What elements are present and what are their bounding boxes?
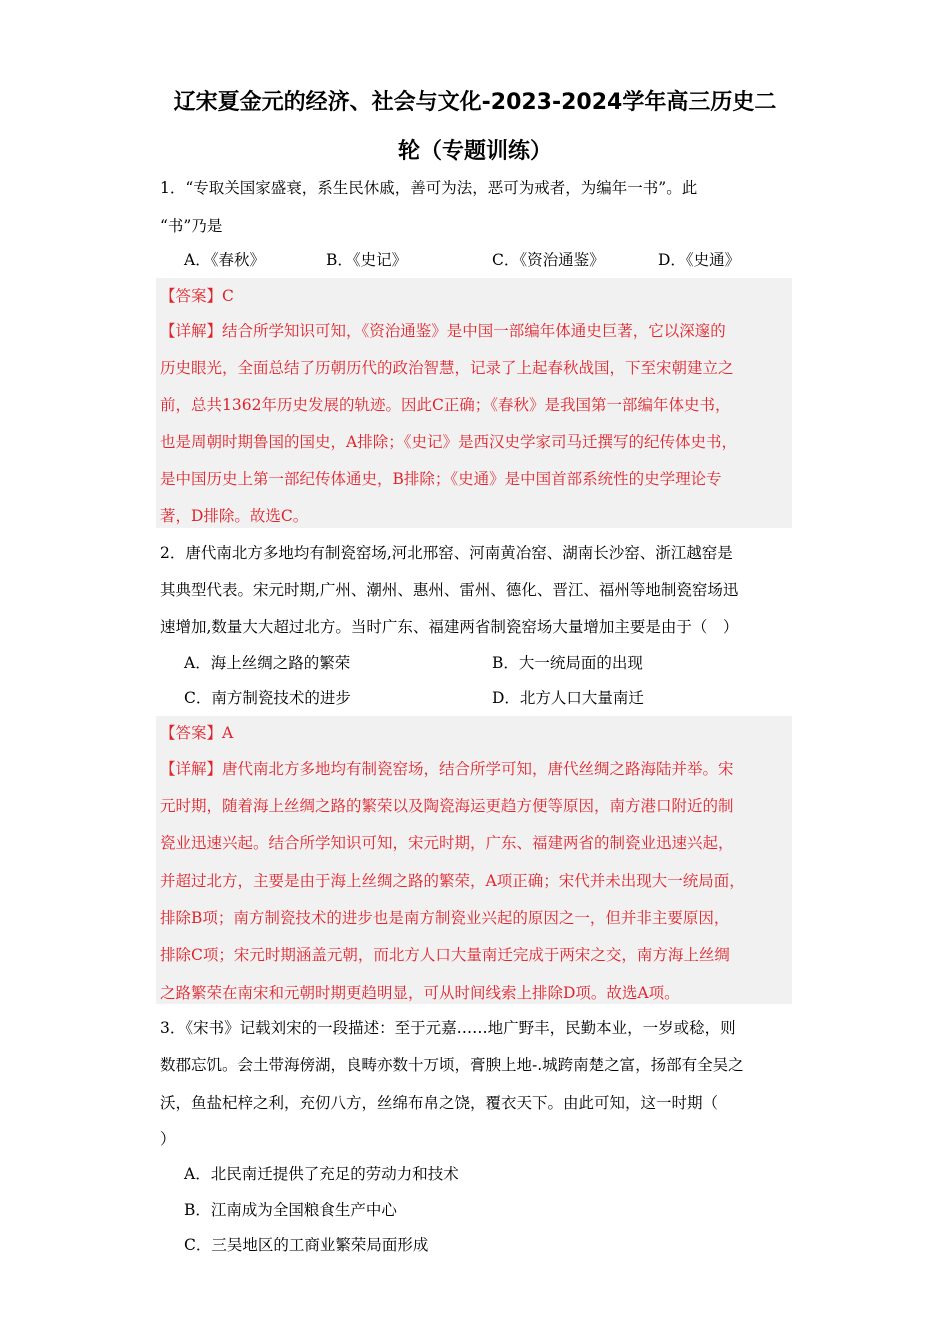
question-1-stem-continued: “书”乃是 [160, 217, 223, 235]
question-3-option-c: C．三吴地区的工商业繁荣局面形成 [184, 1236, 429, 1254]
question-1-option-d: D．《史通》 [658, 251, 741, 269]
question-2-answer: 【答案】A [160, 724, 234, 742]
question-2-option-c: C．南方制瓷技术的进步 [184, 689, 351, 707]
question-1-detail-line: 历史眼光，全面总结了历朝历代的政治智慧，记录了上起春秋战国，下至宋朝建立之 [160, 359, 734, 377]
question-3-stem-line: 沃，鱼盐杞梓之利，充仞八方，丝绵布帛之饶，覆衣天下。由此可知，这一时期（ [160, 1094, 719, 1112]
page-title-continued: 轮（专题训练） [397, 139, 552, 164]
question-2-stem-line: 速增加,数量大大超过北方。当时广东、福建两省制瓷窑场大量增加主要是由于（ ） [160, 618, 739, 636]
question-2-detail-line: 【详解】唐代南北方多地均有制瓷窑场，结合所学可知，唐代丝绸之路海陆并举。宋 [160, 760, 734, 778]
question-1-detail-line: 前，总共1362年历史发展的轨迹。因此C正确；《春秋》是我国第一部编年体史书， [160, 396, 731, 414]
question-2-detail-line: 元时期，随着海上丝绸之路的繁荣以及陶瓷海运更趋方便等原因，南方港口附近的制 [160, 797, 734, 815]
question-1-answer: 【答案】C [160, 287, 234, 305]
question-3-option-a: A．北民南迁提供了充足的劳动力和技术 [184, 1165, 459, 1183]
question-2-option-b: B．大一统局面的出现 [492, 654, 643, 672]
question-2-option-d: D．北方人口大量南迁 [492, 689, 644, 707]
question-1-detail-line: 【详解】结合所学知识可知，《资治通鉴》是中国一部编年体通史巨著，它以深邃的 [160, 322, 726, 340]
question-1-detail-line: 著，D排除。故选C。 [160, 507, 309, 525]
question-1-detail-line: 是中国历史上第一部纪传体通史，B排除；《史通》是中国首部系统性的史学理论专 [160, 470, 722, 488]
question-1-detail-line: 也是周朝时期鲁国的国史，A排除；《史记》是西汉史学家司马迁撰写的纪传体史书， [160, 433, 737, 451]
question-2-detail-line: 排除B项；南方制瓷技术的进步也是南方制瓷业兴起的原因之一，但并非主要原因， [160, 909, 730, 927]
question-1-option-b: B．《史记》 [326, 251, 408, 269]
question-2-detail-line: 瓷业迅速兴起。结合所学知识可知，宋元时期，广东、福建两省的制瓷业迅速兴起， [160, 834, 734, 852]
question-3-stem-line: ） [160, 1130, 176, 1148]
question-2-option-a: A．海上丝绸之路的繁荣 [184, 654, 351, 672]
question-1-stem: 1．“专取关国家盛衰，系生民休戚，善可为法，恶可为戒者，为编年一书”。此 [160, 179, 698, 197]
question-3-stem-line: 数郡忘饥。会土带海傍湖，良畴亦数十万顷，膏腴上地-.城跨南楚之富，扬部有全吴之 [160, 1056, 744, 1074]
question-1-option-c: C．《资治通鉴》 [492, 251, 605, 269]
page-title: 辽宋夏金元的经济、社会与文化-2023-2024学年高三历史二 [173, 90, 777, 115]
question-1-option-a: A．《春秋》 [184, 251, 265, 269]
question-3-option-b: B．江南成为全国粮食生产中心 [184, 1201, 397, 1219]
question-2-detail-line: 之路繁荣在南宋和元朝时期更趋明显，可从时间线索上排除D项。故选A项。 [160, 984, 680, 1002]
question-3-stem-line: 3．《宋书》记载刘宋的一段描述：至于元嘉……地广野丰，民勤本业，一岁或稔，则 [160, 1019, 736, 1037]
question-2-stem-line: 其典型代表。宋元时期,广州、潮州、惠州、雷州、德化、晋江、福州等地制瓷窑场迅 [160, 581, 739, 599]
question-2-detail-line: 排除C项；宋元时期涵盖元朝，而北方人口大量南迁完成于两宋之交，南方海上丝绸 [160, 946, 730, 964]
question-2-stem-line: 2．唐代南北方多地均有制瓷窑场,河北邢窑、河南黄冶窑、湖南长沙窑、浙江越窑是 [160, 544, 733, 562]
question-2-detail-line: 并超过北方，主要是由于海上丝绸之路的繁荣，A项正确；宋代并未出现大一统局面， [160, 872, 745, 890]
